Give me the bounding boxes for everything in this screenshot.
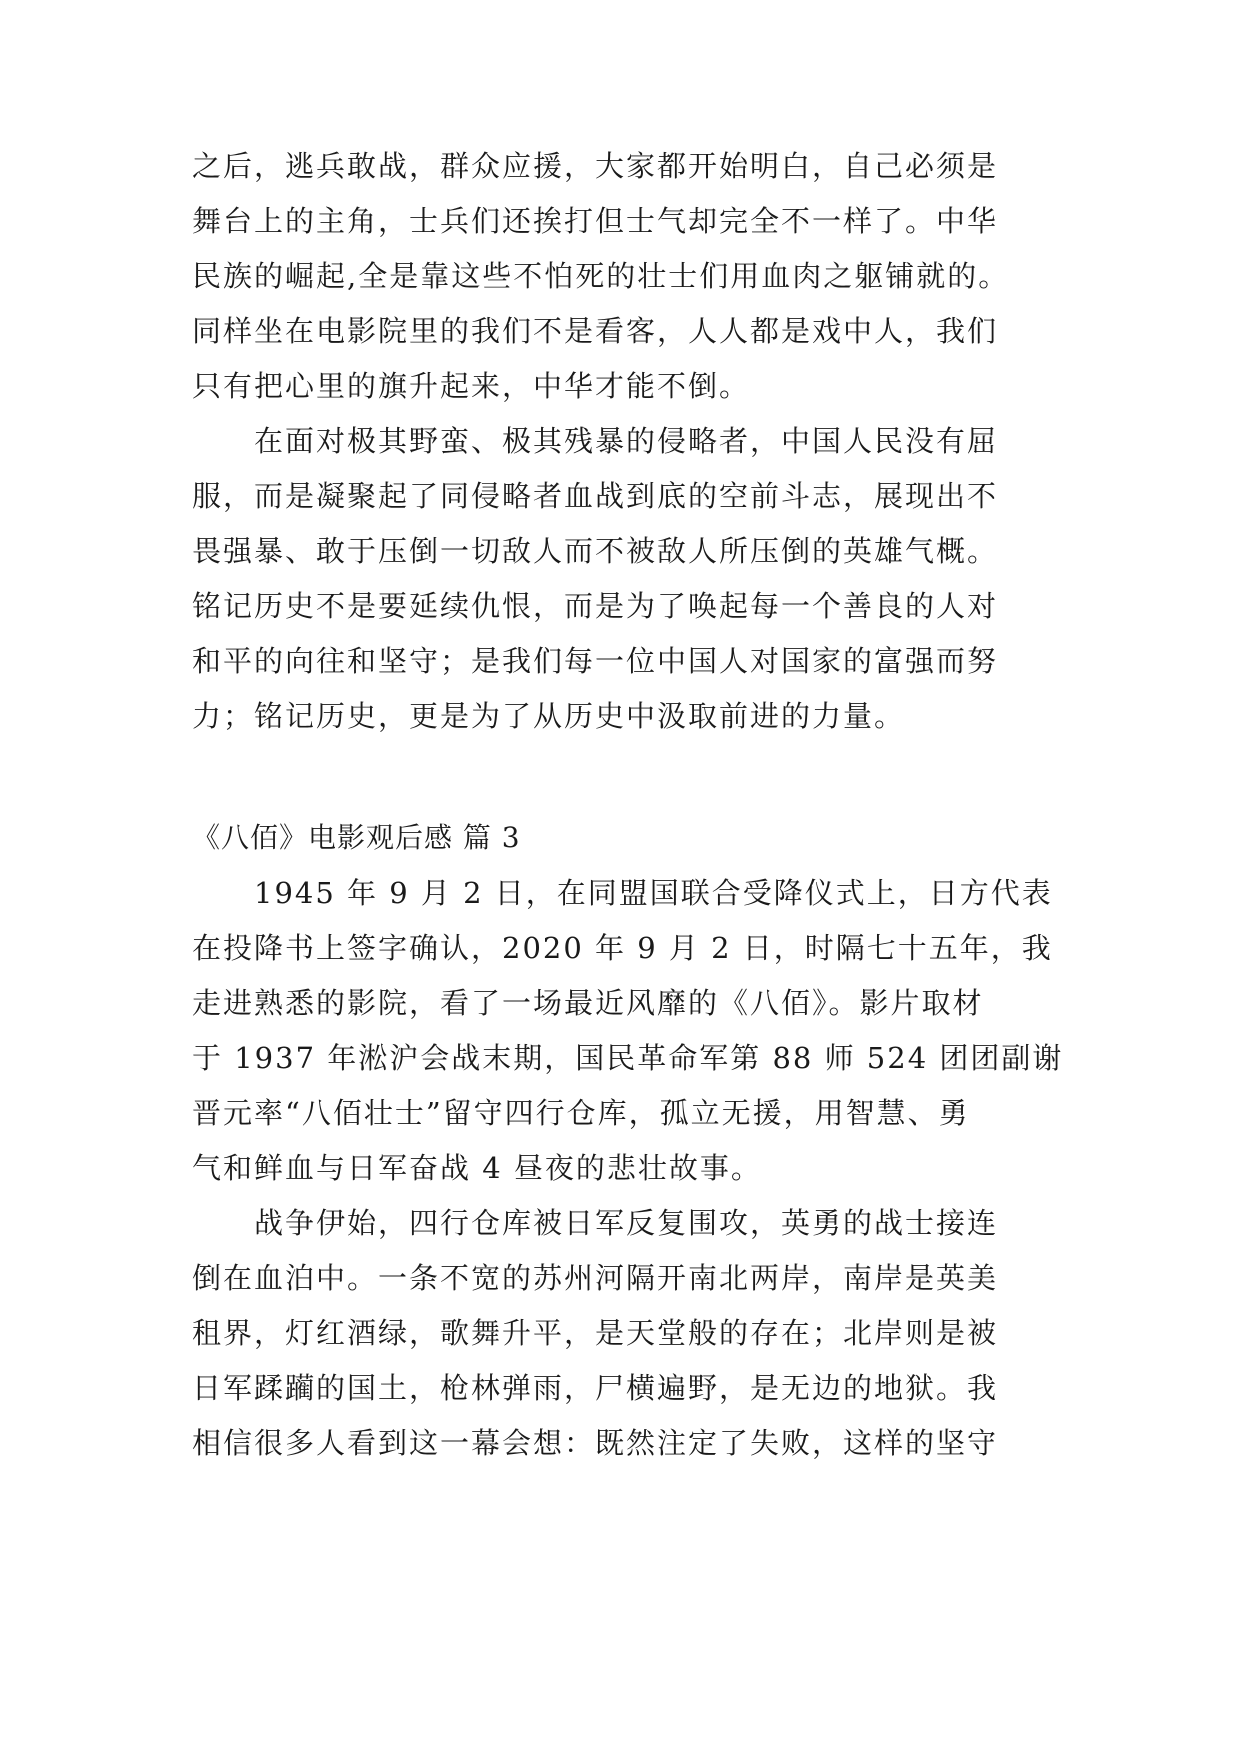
body-text-line: 晋元率“八佰壮士”留守四行仓库，孤立无援，用智慧、勇 — [192, 1096, 970, 1130]
body-text-line: 于 1937 年淞沪会战末期，国民革命军第 88 师 524 团团副谢 — [192, 1041, 1064, 1075]
body-text-line: 服，而是凝聚起了同侵略者血战到底的空前斗志，展现出不 — [192, 479, 999, 513]
body-text-line: 同样坐在电影院里的我们不是看客，人人都是戏中人，我们 — [192, 314, 999, 348]
section-title: 《八佰》电影观后感 篇 3 — [192, 821, 521, 854]
body-text-line: 民族的崛起,全是靠这些不怕死的壮士们用血肉之躯铺就的。 — [192, 259, 1010, 293]
body-text-line: 在面对极其野蛮、极其残暴的侵略者，中国人民没有屈 — [254, 424, 999, 458]
body-text-line: 1945 年 9 月 2 日，在同盟国联合受降仪式上，日方代表 — [254, 876, 1053, 910]
body-text-line: 畏强暴、敢于压倒一切敌人而不被敌人所压倒的英雄气概。 — [192, 534, 999, 568]
body-text-line: 舞台上的主角，士兵们还挨打但士气却完全不一样了。中华 — [192, 204, 999, 238]
body-text-line: 倒在血泊中。一条不宽的苏州河隔开南北两岸，南岸是英美 — [192, 1261, 999, 1295]
body-text-line: 和平的向往和坚守；是我们每一位中国人对国家的富强而努 — [192, 644, 999, 678]
body-text-line: 气和鲜血与日军奋战 4 昼夜的悲壮故事。 — [192, 1151, 762, 1185]
body-text-line: 战争伊始，四行仓库被日军反复围攻，英勇的战士接连 — [254, 1206, 999, 1240]
body-text-line: 相信很多人看到这一幕会想：既然注定了失败，这样的坚守 — [192, 1426, 999, 1460]
body-text-line: 只有把心里的旗升起来，中华才能不倒。 — [192, 369, 751, 403]
body-text-line: 日军蹂躏的国土，枪林弹雨，尸横遍野，是无边的地狱。我 — [192, 1371, 999, 1405]
body-text-line: 铭记历史不是要延续仇恨，而是为了唤起每一个善良的人对 — [192, 589, 999, 623]
body-text-line: 租界，灯红酒绿，歌舞升平，是天堂般的存在；北岸则是被 — [192, 1316, 999, 1350]
body-text-line: 走进熟悉的影院，看了一场最近风靡的《八佰》。影片取材 — [192, 986, 984, 1020]
body-text-line: 在投降书上签字确认，2020 年 9 月 2 日，时隔七十五年，我 — [192, 931, 1053, 965]
body-text-line: 之后，逃兵敢战，群众应援，大家都开始明白，自己必须是 — [192, 149, 999, 183]
body-text-line: 力；铭记历史，更是为了从历史中汲取前进的力量。 — [192, 699, 906, 733]
